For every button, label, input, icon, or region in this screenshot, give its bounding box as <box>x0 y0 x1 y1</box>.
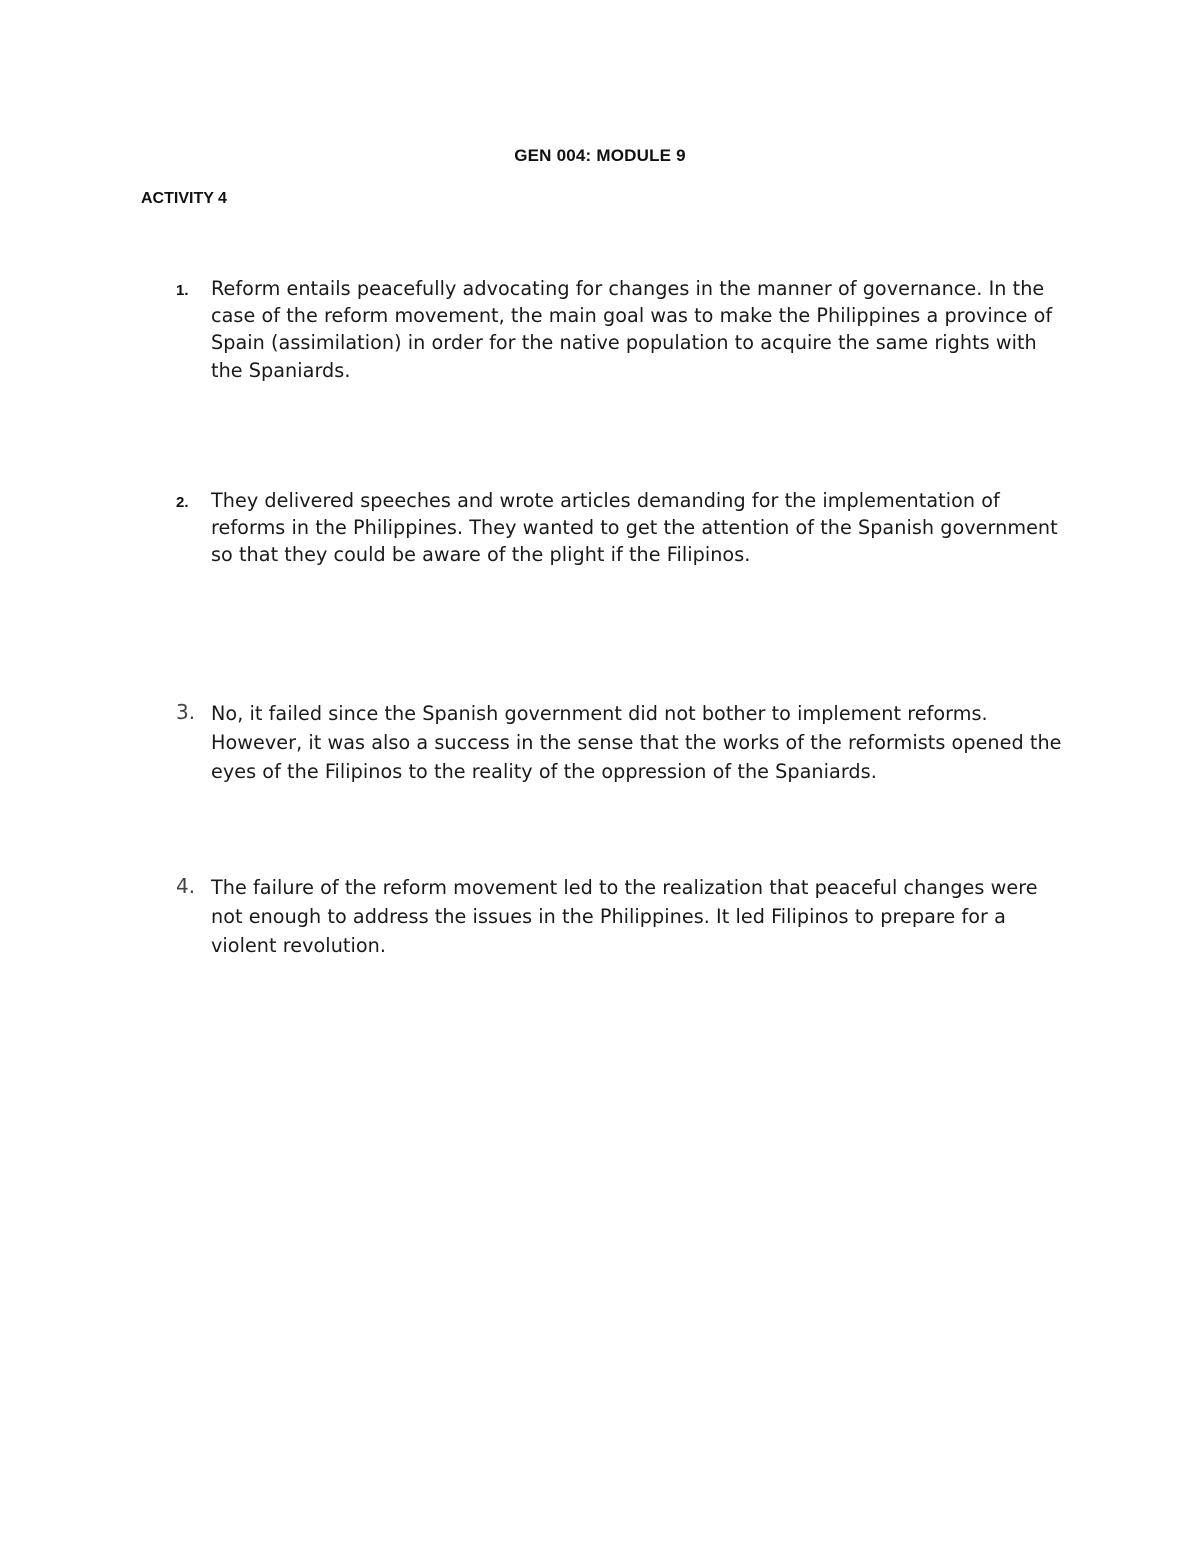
answer-text: They delivered speeches and wrote articles demanding for the implementation of reforms in the Philippines. They wanted to get the attention of the Spanish government so that they could be aware of the plight if the Filipinos. <box>211 489 1058 567</box>
answer-text: The failure of the reform movement led to the realization that peaceful changes were not enough to address the issues in the Philippines. It led Filipinos to prepare for a violent revolution. <box>211 876 1038 957</box>
answer-number: 1. <box>176 282 189 299</box>
activity-heading: ACTIVITY 4 <box>141 190 227 207</box>
document-title: GEN 004: MODULE 9 <box>514 146 686 165</box>
answer-text: No, it failed since the Spanish government did not bother to implement reforms. However, it was also a success in the sense that the works of the reformists opened the eyes of the Filipinos to the reality of the oppression of the Spaniards. <box>211 702 1062 783</box>
answer-text: Reform entails peacefully advocating for changes in the manner of governance. In the case of the reform movement, the main goal was to make the Philippines a province of Spain (assimilation) in order for the native population to acquire the same rights with the Spaniards. <box>211 277 1053 382</box>
answer-number: 3. <box>176 700 196 724</box>
answer-number: 2. <box>176 494 189 511</box>
answer-number: 4. <box>176 874 196 898</box>
